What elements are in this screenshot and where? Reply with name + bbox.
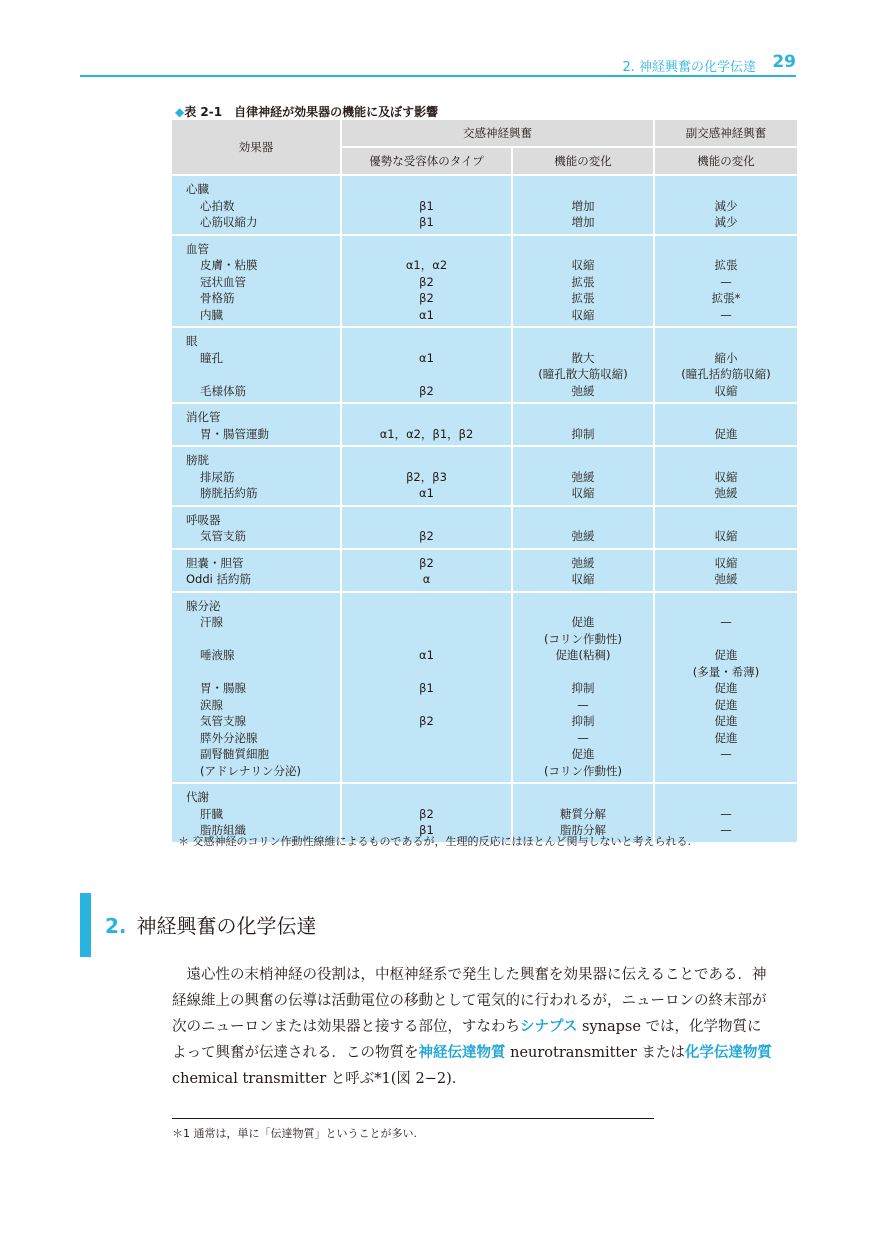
effector-text: 眼 — [186, 334, 198, 348]
receptor-text — [346, 763, 507, 780]
sympathetic-change-text: — — [577, 697, 589, 712]
sympathetic-change-text: 促進(粘稠) — [555, 648, 611, 662]
sympathetic-change-text: 弛緩 — [571, 529, 595, 543]
body-text: chemical transmitter と呼ぶ*1(図 2−2)． — [172, 1071, 467, 1087]
sympathetic-change-text: (コリン作動性) — [544, 763, 622, 778]
effector-text: 胆嚢・胆管 — [186, 555, 244, 570]
parasympathetic-change-text — [659, 409, 793, 426]
effector-text: 胃・腸管運動 — [200, 426, 269, 441]
section-title: 神経興奮の化学伝達 — [136, 914, 317, 938]
sympathetic-change-text: 拡張 — [571, 274, 595, 289]
sympathetic-change-text: 促進 — [571, 747, 595, 761]
receptor-text: β2 — [419, 806, 434, 821]
body-line — [172, 1040, 796, 1066]
parasympathetic-change-text: 促進 — [714, 426, 738, 441]
parasympathetic-change-text: 減少 — [714, 198, 738, 213]
sympathetic-change-text: 脂肪分解 — [560, 823, 606, 837]
sympathetic-change-text: (瞳孔散大筋収縮) — [538, 367, 628, 381]
sympathetic-change-text: 抑制 — [571, 681, 595, 695]
body-text: neurotransmitter または — [505, 1045, 685, 1061]
sympathetic-change-text — [517, 452, 649, 469]
table-row — [172, 549, 797, 592]
parasympathetic-change-text — [659, 333, 793, 350]
effector-cell — [172, 506, 341, 549]
body-paragraph — [172, 962, 796, 1092]
table-note: ＊ 交感神経のコリン作動性線維によるものであるが，生理的反応にはほとんど関与しないと考えられる. — [178, 835, 691, 848]
parasympathetic-change-text: 促進 — [714, 697, 738, 712]
sympathetic-change-cell — [512, 403, 654, 446]
effector-text: (アドレナリン分泌) — [200, 763, 301, 778]
receptor-text — [346, 241, 507, 258]
table-row — [172, 327, 797, 403]
table-title — [175, 103, 438, 120]
parasympathetic-change-text: 収縮 — [714, 469, 738, 484]
receptor-header: 優勢な受容体のタイプ — [341, 147, 512, 175]
sympathetic-change-text: 収縮 — [571, 486, 595, 500]
effector-text: 膵外分泌腺 — [200, 730, 258, 745]
sympathetic-change-text: 糖質分解 — [560, 806, 606, 821]
effector-text: 唾液腺 — [200, 648, 235, 662]
effector-cell — [172, 235, 341, 328]
parasympathetic-change-cell — [654, 175, 797, 235]
parasympathetic-change-text: — — [720, 747, 732, 761]
table-body — [172, 175, 797, 843]
sympathetic-change-header: 機能の変化 — [512, 147, 654, 175]
parasympathetic-change-text — [659, 763, 793, 780]
effector-text: 涙腺 — [200, 697, 223, 712]
effector-text: 骨格筋 — [200, 291, 235, 305]
sympathetic-header: 交感神経興奮 — [341, 120, 654, 147]
parasympathetic-change-text: 促進 — [714, 714, 738, 728]
effector-text: 膀胱括約筋 — [200, 486, 258, 500]
receptor-text: β2 — [419, 714, 434, 728]
body-text: synapse では，化学物質に — [577, 1019, 762, 1035]
body-text: 遠心性の末梢神経の役割は，中枢神経系で発生した興奮を効果器に伝えることである．神 — [172, 967, 767, 983]
parasympathetic-change-text — [659, 512, 793, 529]
receptor-text: α1，α2，β1，β2 — [379, 426, 474, 441]
header-rule — [80, 75, 796, 77]
sympathetic-change-cell — [512, 175, 654, 235]
section-heading — [105, 910, 317, 939]
table-row — [172, 235, 797, 328]
sympathetic-change-text: 増加 — [571, 215, 595, 229]
effector-text: 気管支腺 — [200, 714, 246, 728]
receptor-cell — [341, 506, 512, 549]
receptor-text: α1，α2 — [405, 258, 448, 272]
sympathetic-change-cell — [512, 549, 654, 592]
parasympathetic-change-header: 機能の変化 — [654, 147, 797, 175]
receptor-text — [346, 789, 507, 806]
parasympathetic-change-text: 弛緩 — [714, 486, 738, 500]
parasympathetic-change-text: 拡張* — [711, 291, 741, 305]
effector-text — [186, 631, 336, 648]
body-line — [172, 988, 796, 1014]
autonomic-effects-table — [172, 120, 797, 844]
effector-text: 排尿筋 — [200, 469, 235, 484]
receptor-cell — [341, 327, 512, 403]
parasympathetic-change-cell — [654, 235, 797, 328]
effector-text: 肝臓 — [200, 806, 223, 821]
sympathetic-change-text — [517, 664, 649, 681]
effector-text: 膀胱 — [186, 453, 209, 467]
footnote-rule — [172, 1118, 654, 1119]
sympathetic-change-text: 促進 — [571, 615, 595, 629]
parasympathetic-change-text: 収縮 — [714, 529, 738, 543]
sympathetic-change-text: (コリン作動性) — [544, 631, 622, 646]
page-number: 29 — [772, 52, 796, 72]
parasympathetic-change-text: — — [720, 823, 732, 837]
parasympathetic-change-text: 促進 — [714, 648, 738, 662]
body-line — [172, 962, 796, 988]
effector-cell — [172, 592, 341, 784]
parasympathetic-change-cell — [654, 446, 797, 506]
parasympathetic-change-cell — [654, 403, 797, 446]
receptor-text — [346, 746, 507, 763]
parasympathetic-change-text — [659, 631, 793, 648]
effector-cell — [172, 549, 341, 592]
parasympathetic-change-text: — — [720, 274, 732, 289]
effector-text: 心筋収縮力 — [200, 215, 258, 229]
effector-text: 胃・腸腺 — [200, 681, 246, 695]
sympathetic-change-text: 収縮 — [571, 572, 595, 586]
sympathetic-change-text — [517, 409, 649, 426]
table-row — [172, 446, 797, 506]
receptor-text: α1 — [419, 350, 434, 365]
receptor-text — [346, 614, 507, 631]
receptor-text: α1 — [419, 307, 434, 322]
parasympathetic-change-text: 収縮 — [714, 555, 738, 570]
effector-text: 心拍数 — [200, 198, 235, 213]
body-text: 次のニューロンまたは効果器と接する部位，すなわち — [172, 1019, 520, 1035]
effector-text: 汗腺 — [200, 615, 223, 629]
parasympathetic-change-text: — — [720, 307, 732, 322]
table-row — [172, 592, 797, 784]
receptor-cell — [341, 592, 512, 784]
receptor-text — [346, 730, 507, 747]
sympathetic-change-text — [517, 241, 649, 258]
effector-text: 代謝 — [186, 790, 209, 804]
receptor-text — [346, 333, 507, 350]
receptor-text: β2，β3 — [406, 469, 447, 484]
parasympathetic-change-text: 拡張 — [714, 258, 738, 272]
parasympathetic-change-text: — — [720, 806, 732, 821]
effector-header: 効果器 — [172, 120, 341, 175]
table-title-text: 表 2-1 自律神経が効果器の機能に及ぼす影響 — [184, 105, 439, 119]
sympathetic-change-cell — [512, 446, 654, 506]
receptor-cell — [341, 549, 512, 592]
sympathetic-change-text — [517, 789, 649, 806]
table-row — [172, 175, 797, 235]
parasympathetic-change-text — [659, 241, 793, 258]
effector-text: 毛様体筋 — [200, 383, 246, 398]
receptor-text — [346, 512, 507, 529]
body-text: 経線維上の興奮の伝導は活動電位の移動として電気的に行われるが，ニューロンの終末部が — [172, 993, 767, 1009]
sympathetic-change-text: 散大 — [571, 350, 595, 365]
parasympathetic-change-cell — [654, 549, 797, 592]
receptor-cell — [341, 235, 512, 328]
sympathetic-change-text: 収縮 — [571, 307, 595, 322]
sympathetic-change-text — [517, 512, 649, 529]
sympathetic-change-cell — [512, 506, 654, 549]
effector-cell — [172, 446, 341, 506]
effector-text: 消化管 — [186, 410, 221, 424]
footnote: ＊1 通常は，単に「伝達物質」ということが多い. — [172, 1127, 417, 1140]
sympathetic-change-cell — [512, 327, 654, 403]
receptor-text — [346, 598, 507, 615]
effector-cell — [172, 327, 341, 403]
effector-text: 心臓 — [186, 182, 209, 196]
effector-cell — [172, 403, 341, 446]
parasympathetic-change-text — [659, 598, 793, 615]
effector-text: 冠状血管 — [200, 274, 246, 289]
receptor-text — [346, 631, 507, 648]
receptor-text: α — [422, 572, 431, 586]
body-text: よって興奮が伝達される．この物質を — [172, 1045, 419, 1061]
receptor-text — [346, 181, 507, 198]
receptor-text: β2 — [419, 555, 434, 570]
diamond-icon: ◆ — [175, 105, 185, 119]
table-row — [172, 403, 797, 446]
effector-text — [186, 366, 336, 383]
parasympathetic-change-text — [659, 181, 793, 198]
sympathetic-change-text: 弛緩 — [571, 469, 595, 484]
receptor-text — [346, 664, 507, 681]
effector-text: Oddi 括約筋 — [186, 572, 252, 586]
effector-text: 副腎髄質細胞 — [200, 747, 269, 761]
parasympathetic-change-text: (多量・希薄) — [692, 664, 760, 679]
parasympathetic-change-text: 弛緩 — [714, 572, 738, 586]
receptor-text: β1 — [419, 681, 434, 695]
sympathetic-change-cell — [512, 592, 654, 784]
receptor-text: β2 — [419, 274, 434, 289]
sympathetic-change-text: 増加 — [571, 198, 595, 213]
parasympathetic-change-text: 減少 — [714, 215, 738, 229]
keyword-term: 化学伝達物質 — [684, 1045, 772, 1061]
receptor-text: β1 — [419, 823, 434, 837]
sympathetic-change-text: 収縮 — [571, 258, 595, 272]
body-line — [172, 1014, 796, 1040]
effector-text: 瞳孔 — [200, 350, 223, 365]
parasympathetic-change-text: 促進 — [714, 730, 738, 745]
effector-text: 皮膚・粘膜 — [200, 258, 258, 272]
effector-text — [186, 664, 336, 681]
parasympathetic-change-text: 促進 — [714, 681, 738, 695]
sympathetic-change-text: 弛緩 — [571, 383, 595, 398]
running-header-title: 2. 神経興奮の化学伝達 — [622, 60, 756, 75]
effector-cell — [172, 175, 341, 235]
sympathetic-change-text: 抑制 — [571, 714, 595, 728]
receptor-cell — [341, 175, 512, 235]
effector-text: 脂肪組織 — [200, 823, 246, 837]
receptor-cell — [341, 403, 512, 446]
parasympathetic-change-cell — [654, 506, 797, 549]
effector-text: 腺分泌 — [186, 598, 221, 613]
sympathetic-change-cell — [512, 235, 654, 328]
receptor-cell — [341, 446, 512, 506]
keyword-term: シナプス — [520, 1019, 578, 1035]
table-row — [172, 506, 797, 549]
parasympathetic-change-text — [659, 789, 793, 806]
receptor-text: β2 — [419, 291, 434, 305]
sympathetic-change-text — [517, 333, 649, 350]
parasympathetic-change-cell — [654, 592, 797, 784]
receptor-text: α1 — [419, 648, 434, 662]
receptor-text — [346, 452, 507, 469]
receptor-text: β2 — [419, 383, 434, 398]
effector-text: 呼吸器 — [186, 512, 221, 527]
sympathetic-change-text — [517, 598, 649, 615]
sympathetic-change-text: — — [577, 730, 589, 745]
keyword-term: 神経伝達物質 — [418, 1045, 506, 1061]
effector-text: 内臓 — [200, 307, 223, 322]
effector-text: 気管支筋 — [200, 529, 246, 543]
receptor-text — [346, 409, 507, 426]
receptor-text: α1 — [419, 486, 434, 500]
receptor-text — [346, 366, 507, 383]
receptor-text: β1 — [419, 215, 434, 229]
section-marker-bar — [80, 893, 91, 957]
effector-text: 血管 — [186, 241, 209, 256]
sympathetic-change-text: 拡張 — [571, 291, 595, 305]
sympathetic-change-text — [517, 181, 649, 198]
section-number: 2. — [105, 914, 127, 938]
body-line — [172, 1066, 796, 1092]
parasympathetic-change-text: 縮小 — [714, 350, 738, 365]
parasympathetic-header: 副交感神経興奮 — [654, 120, 797, 147]
sympathetic-change-text: 弛緩 — [571, 555, 595, 570]
receptor-text: β1 — [419, 198, 434, 213]
sympathetic-change-text: 抑制 — [571, 426, 595, 441]
parasympathetic-change-text — [659, 452, 793, 469]
receptor-text — [346, 697, 507, 714]
parasympathetic-change-text: (瞳孔括約筋収縮) — [681, 367, 771, 381]
parasympathetic-change-text: — — [720, 615, 732, 629]
receptor-text: β2 — [419, 529, 434, 543]
parasympathetic-change-cell — [654, 327, 797, 403]
parasympathetic-change-text: 収縮 — [714, 383, 738, 398]
